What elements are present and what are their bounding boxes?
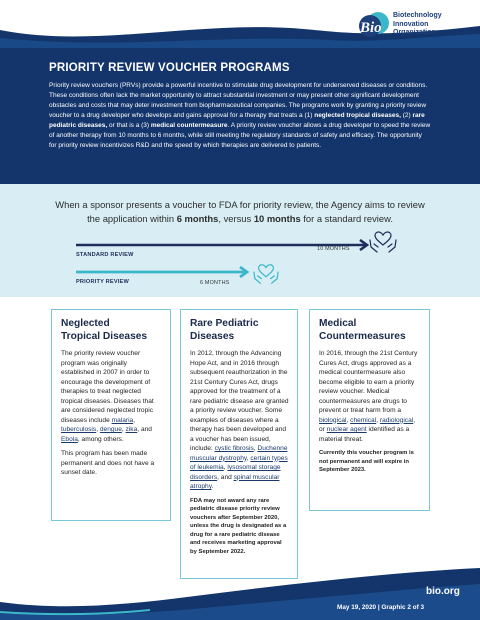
disease-link-sma[interactable]: spinal muscular atrophy	[190, 473, 280, 490]
card-title: Neglected Tropical Diseases	[61, 318, 148, 342]
comparison-lead-text: When a sponsor presents a voucher to FDA for priority review, the Agency aims to review the application within 6 months, versus 10 months for a standard review.	[55, 199, 425, 224]
threat-link-biological[interactable]: biological	[319, 416, 347, 424]
disease-link-tuberculosis[interactable]: tuberculosis	[61, 426, 97, 433]
card-rare-pediatric-diseases	[180, 309, 298, 579]
priority-review-label: PRIORITY REVIEW	[76, 279, 129, 285]
org-line-1: Biotechnology	[393, 12, 442, 20]
footer-date-graphic: May 19, 2020 | Graphic 2 of 3	[337, 604, 425, 611]
threat-link-radiological[interactable]: radiological	[379, 416, 414, 424]
card-note: FDA may not award any rare pediatric disease priority review vouchers after September 2020, unless the drug is designated as a drug for a rare pediatric disease and receives marketing approval by September 2022.	[190, 497, 287, 555]
card-body: The priority review voucher program was originally established in 2007 in order to encourage the development of therapies to treat neglected tropical diseases. Diseases that are considered neglected tropic diseases include malaria, tuberculosis, dengue, zika, and Ebola, among others.	[61, 350, 154, 443]
disease-link-malaria[interactable]: malaria	[111, 416, 134, 424]
priority-review-months: 6 MONTHS	[200, 280, 230, 286]
disease-link-ebola[interactable]: Ebola	[61, 435, 78, 443]
card-body: In 2012, through the Advancing Hope Act, and in 2016 through subsequent reauthorization in the 21st Century Cures Act, drugs approved for the treatment of a rare pediatric disease are granted a priority review voucher. Some examples of diseases where a therapy has been developed and a voucher has been issued, include: cystic fibrosis, Duchenne muscular dystrophy, certain types of leukemia, lysosomal storage disorders, and spinal muscular atrophy.	[190, 350, 289, 490]
disease-link-cystic-fibrosis[interactable]: cystic fibrosis	[214, 445, 254, 452]
card-title: Rare Pediatric Diseases	[190, 318, 259, 342]
disease-link-lysosomal[interactable]: lysosomal storage disorders	[190, 464, 281, 481]
threat-link-nuclear-agent[interactable]: nuclear agent	[326, 426, 367, 433]
heart-in-hands-icon	[252, 261, 280, 287]
standard-review-label: STANDARD REVIEW	[76, 252, 134, 258]
org-line-2: Innovation	[393, 20, 429, 28]
priority-review-arrow	[76, 266, 256, 278]
bio-logo	[356, 11, 442, 39]
page-title: PRIORITY REVIEW VOUCHER PROGRAMS	[49, 62, 290, 74]
intro-section	[0, 48, 480, 184]
card-note: Currently this voucher program is not permanent and will expire in September 2023.	[319, 450, 414, 473]
heart-in-hands-icon	[368, 228, 398, 256]
footer-wave-decoration	[0, 568, 480, 620]
intro-paragraph: Priority review vouchers (PRVs) provide a powerful incentive to stimulate drug development for underserved diseases or conditions. These conditions often lack the market opportunity to attract substantial investment or may present other significant development obstacles and costs that may deter investment from biopharmaceutical companies. The programs work by granting a priority review voucher to a drug developer who develops and gains approval for a therapy that treats a (1) neglected tropical diseases, (2) rare pediatric diseases, or that is a (3) medical countermeasure. A priority review voucher allows a drug developer to speed the review of another therapy from 10 months to 6 months, while still meeting the regulatory standards of safety and efficacy. The opportunity for priority review incentivizes R&D and the speed by which therapies are delivered to patients.	[49, 82, 431, 149]
card-medical-countermeasures	[309, 309, 430, 511]
bio-logo-mark	[356, 11, 390, 39]
footer-website-link[interactable]: bio.org	[426, 586, 460, 597]
card-body: In 2016, through the 21st Century Cures Act, drugs approved as a medical countermeasure also become eligible to earn a priority review voucher. Medical countermeasures are drugs to prevent or treat harm from a biological, chemical, radiological, or nuclear agent identified as a material threat.	[319, 350, 418, 443]
card-body-status: This program has been made permanent and does not have a sunset date.	[61, 450, 155, 476]
org-line-3: Organization	[393, 29, 436, 37]
disease-link-dengue[interactable]: dengue	[99, 426, 122, 433]
disease-link-zika[interactable]: zika	[125, 426, 138, 433]
card-title: Medical Countermeasures	[319, 318, 406, 342]
card-neglected-tropical-diseases	[51, 309, 171, 521]
standard-review-months: 10 MONTHS	[317, 246, 350, 252]
disease-link-leukemia[interactable]: certain types of leukemia	[190, 454, 288, 471]
disease-link-duchenne[interactable]: Duchenne muscular dystrophy	[190, 445, 288, 462]
bio-logo-mark-text: Bio	[360, 20, 382, 36]
threat-link-chemical[interactable]: chemical	[350, 416, 377, 424]
review-comparison	[0, 184, 480, 297]
voucher-program-cards	[0, 297, 480, 597]
page-footer	[0, 568, 480, 620]
bio-org-name	[393, 12, 442, 38]
top-header	[0, 0, 480, 48]
